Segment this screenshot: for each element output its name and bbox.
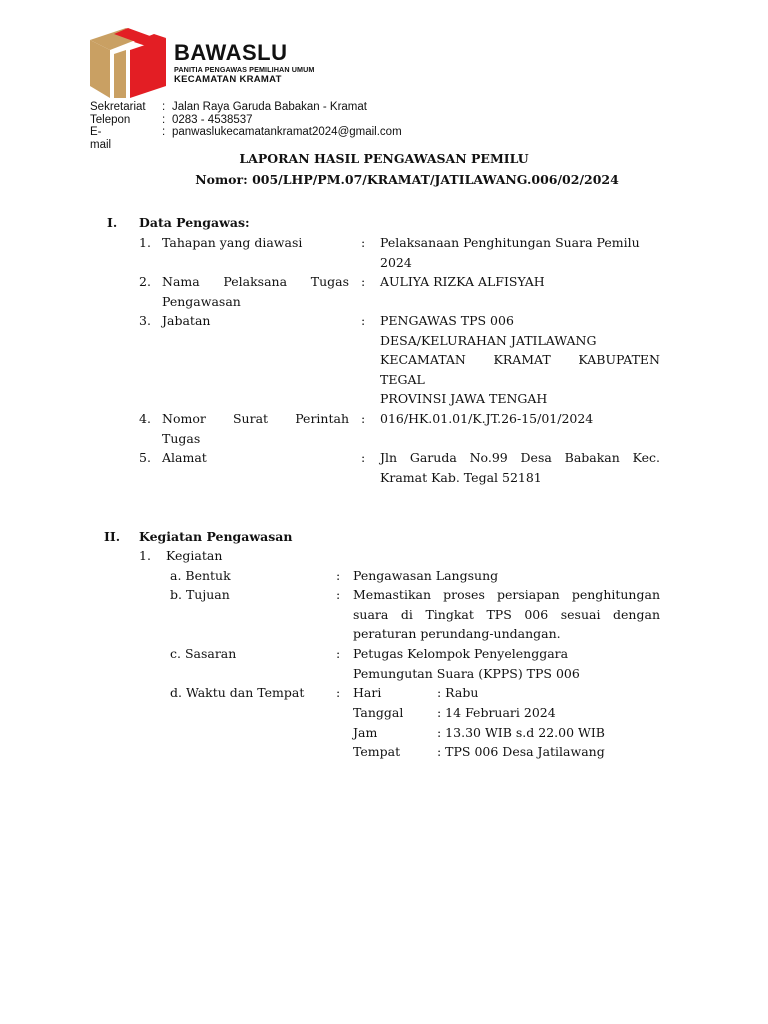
item-value (380, 272, 660, 292)
item-label (162, 311, 349, 331)
activity-value (353, 566, 660, 586)
item-label (162, 272, 349, 311)
activity-value-line: Petugas Kelompok Penyelenggara (353, 646, 569, 661)
item-number: 2. (139, 274, 151, 289)
activity-label: d. Waktu dan Tempat (170, 685, 305, 700)
activity-value-line: suara di Tingkat TPS 006 sesuai dengan (353, 606, 660, 622)
contact-value: Jalan Raya Garuda Babakan - Kramat (172, 101, 367, 113)
activity-value (353, 585, 660, 644)
contact-sep: : (162, 113, 166, 126)
item-value (380, 409, 660, 429)
item-value-line: DESA/KELURAHAN JATILAWANG (380, 332, 597, 348)
item-label (162, 448, 349, 468)
item-sep: : (361, 274, 366, 289)
org-name: BAWASLU (174, 40, 288, 65)
contact-value: panwaslukecamatankramat2024@gmail.com (172, 126, 402, 138)
activity-sep: : (336, 646, 341, 661)
item-label-line: Jabatan (162, 313, 211, 328)
schedule-value: : Rabu (437, 685, 479, 700)
activity-sep: : (336, 568, 341, 583)
item-number: 3. (139, 313, 151, 328)
activity-label: b. Tujuan (170, 587, 230, 602)
item-value-line: Kramat Kab. Tegal 52181 (380, 469, 542, 485)
item-value (380, 448, 660, 487)
contact-sep: : (162, 126, 166, 138)
schedule-value: : TPS 006 Desa Jatilawang (437, 744, 605, 759)
section-number: I. (107, 215, 118, 230)
schedule-key: Jam (353, 725, 378, 740)
item-value-line: TEGAL (380, 371, 425, 387)
activity-value-line: peraturan perundang-undangan. (353, 626, 561, 642)
item-label-line: Pengawasan (162, 293, 241, 309)
schedule-key: Hari (353, 685, 382, 700)
activity-sep: : (336, 685, 341, 700)
item-value-line: KECAMATAN KRAMAT KABUPATEN (380, 352, 660, 368)
contact-label: Sekretariat (90, 101, 146, 113)
activity-value (353, 644, 660, 683)
item-value-line: AULIYA RIZKA ALFISYAH (380, 274, 545, 289)
activity-value-line: Memastikan proses persiapan penghitungan (353, 587, 660, 602)
contact-sep: : (162, 101, 166, 113)
bawaslu-logo-icon (90, 28, 170, 98)
item-label-line: Tugas (162, 430, 201, 446)
activity-label: c. Sasaran (170, 646, 237, 661)
sub-number: 1. (139, 548, 151, 563)
item-value-line: PENGAWAS TPS 006 (380, 313, 514, 328)
schedule-value: : 14 Februari 2024 (437, 705, 556, 720)
contact-value: 0283 - 4538537 (172, 113, 253, 126)
schedule-key: Tempat (353, 744, 401, 759)
item-value-line: PROVINSI JAWA TENGAH (380, 391, 548, 407)
activity-sep: : (336, 587, 341, 602)
sub-heading: Kegiatan (166, 548, 223, 563)
report-number: Nomor: 005/LHP/PM.07/KRAMAT/JATILAWANG.006/02/2024 (195, 172, 619, 187)
schedule-value: : 13.30 WIB s.d 22.00 WIB (437, 725, 605, 740)
item-sep: : (361, 411, 366, 426)
item-value-line: Pelaksanaan Penghitungan Suara Pemilu (380, 235, 640, 250)
org-district: KECAMATAN KRAMAT (174, 74, 282, 85)
activity-value-line: Pemungutan Suara (KPPS) TPS 006 (353, 665, 580, 681)
item-sep: : (361, 313, 366, 328)
activity-value-line: Pengawasan Langsung (353, 568, 499, 583)
item-value-line: 2024 (380, 254, 412, 270)
item-value (380, 233, 660, 272)
section-number: II. (104, 529, 121, 544)
item-sep: : (361, 235, 366, 250)
item-sep: : (361, 450, 366, 465)
schedule-key: Tanggal (353, 705, 404, 720)
org-subtitle: PANITIA PENGAWAS PEMILIHAN UMUM (174, 65, 315, 74)
item-label (162, 409, 349, 448)
item-label-line: Alamat (162, 450, 207, 465)
item-value (380, 311, 660, 409)
contact-label: E-mail (90, 126, 112, 151)
item-label-line: Nama Pelaksana Tugas (162, 274, 349, 289)
item-value-line: 016/HK.01.01/K.JT.26-15/01/2024 (380, 411, 594, 426)
activity-label: a. Bentuk (170, 568, 231, 583)
item-number: 1. (139, 235, 151, 250)
item-number: 5. (139, 450, 151, 465)
section-heading: Data Pengawas: (139, 215, 250, 230)
section-heading: Kegiatan Pengawasan (139, 529, 293, 544)
contact-label: Telepon (90, 113, 131, 126)
item-value-line: Jln Garuda No.99 Desa Babakan Kec. (380, 450, 660, 465)
item-number: 4. (139, 411, 151, 426)
item-label-line: Nomor Surat Perintah (162, 411, 349, 426)
report-title: LAPORAN HASIL PENGAWASAN PEMILU (239, 151, 529, 166)
item-label-line: Tahapan yang diawasi (162, 235, 303, 250)
item-label (162, 233, 349, 253)
